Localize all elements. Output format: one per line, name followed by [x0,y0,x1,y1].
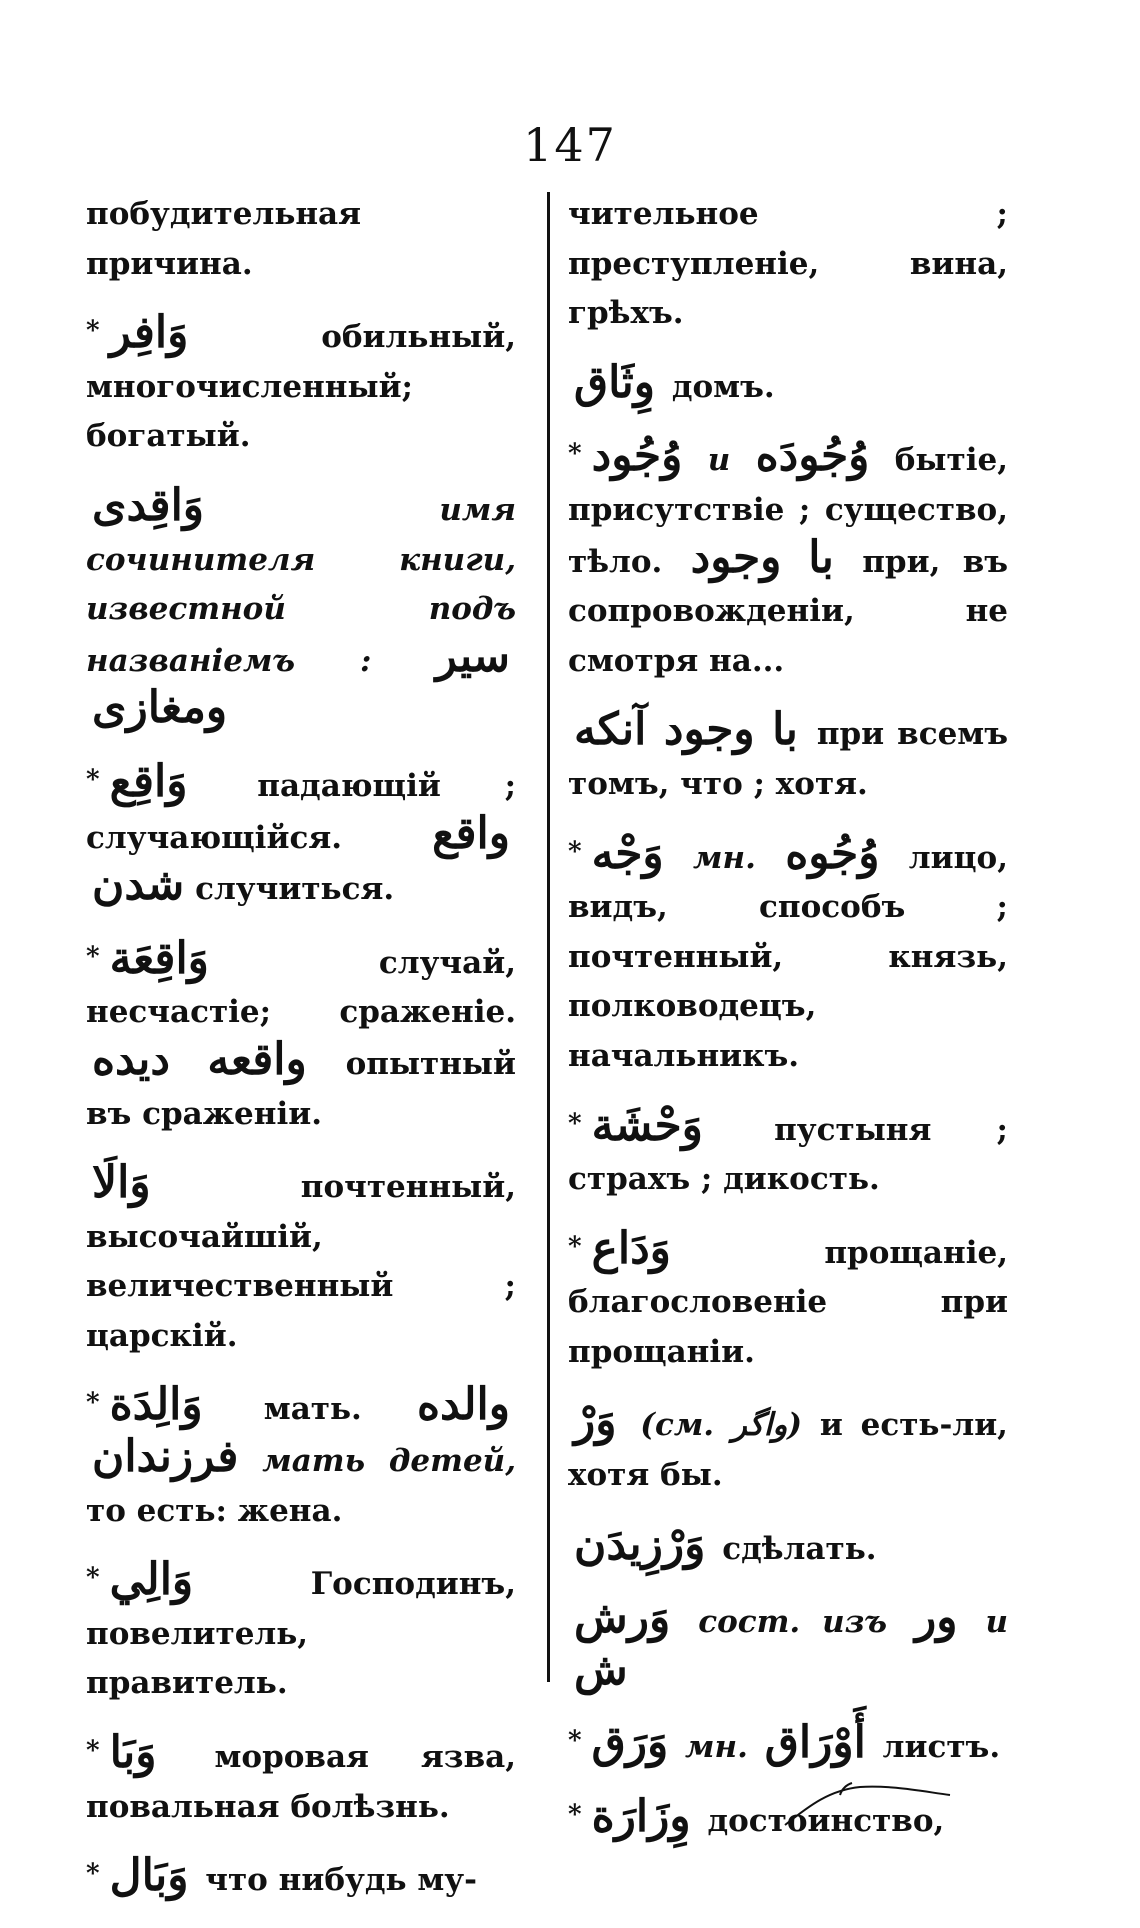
entry-headword: وَالِي [109,1554,194,1606]
entry-headword: وَاقِع [109,755,188,807]
entry-definition: и есть-ли, хотя бы. [568,1407,1008,1494]
entry-headword: وِزَارَة [591,1791,691,1843]
entry-headword: وَرْ [574,1395,617,1447]
entry-headword: وَاقِدى [92,479,205,531]
plural-abbreviation: мн. [685,1729,748,1766]
entry-plural: أَوْرَاق [764,1717,866,1769]
asterisk-marker: * [568,1800,582,1831]
entry-headword: وَالِدَة [109,1379,203,1431]
dictionary-entry [86,932,516,1139]
left-column [86,190,516,1928]
entry-definition: побудительная причина. [86,196,362,282]
entry-headword: وَبَا [109,1727,157,1779]
dictionary-entry [568,1395,1008,1500]
asterisk-marker: * [86,941,100,972]
entry-definition: почтенный, высочайшій, величественный ; царскій. [86,1169,516,1354]
entry-continuation [568,190,1008,339]
arabic-phrase: والده فرزندان [92,1379,511,1483]
dictionary-entry [86,1850,516,1906]
asterisk-marker: * [86,1563,100,1594]
asterisk-marker: * [86,316,100,347]
asterisk-marker: * [568,836,582,867]
phrase-definition: опытный въ сраженіи. [86,1045,516,1132]
entry-headword: وَحْشَة [591,1099,703,1151]
entry-definition: моровая язва, повальная болѣзнь. [86,1739,516,1825]
entry-continuation [86,190,516,289]
dictionary-entry [86,1727,516,1832]
conjunction: и [707,442,731,479]
entry-plural: وُجُوه [785,827,880,879]
dictionary-entry [86,1157,516,1361]
entry-headword: وَبَال [109,1850,189,1902]
entry-headword: وَرْزِيدَن [574,1518,706,1570]
entry-headword: وَرش [574,1592,671,1644]
composition-note: сост. изъ [698,1604,888,1641]
asterisk-marker: * [568,1108,582,1139]
dictionary-entry [86,1554,516,1709]
asterisk-marker: * [86,1859,100,1890]
entry-definition: имя сочинителя книги, известной подъ названіемъ : [86,491,516,679]
entry-definition: обильный, многочисленный; богатый. [86,319,516,455]
arabic-phrase: با وجود [690,531,834,583]
dictionary-entry [86,755,517,915]
entry-definition: пустыня ; страхъ ; дикость. [568,1111,1008,1198]
cross-reference: (см. واگر) [640,1407,803,1444]
phrase-definition: при всемъ томъ, что ; хотя. [568,716,1009,802]
asterisk-marker: * [86,1736,100,1767]
phrase-definition: случиться. [195,871,395,908]
dictionary-entry [568,704,1009,809]
entry-headword-variant: وُجُودَه [755,430,870,482]
dictionary-entry [568,1518,1008,1575]
entry-definition: случай, несчастіе; сраженіе. [86,944,516,1031]
phrase-gloss: мать детей, [262,1443,516,1480]
entry-headword: وَافِر [109,307,189,359]
asterisk-marker: * [86,1388,100,1419]
arabic-phrase: واقعه ديده [92,1033,307,1085]
entry-headword: وَرَق [591,1717,669,1769]
arabic-phrase: با وجود آنكه [574,704,798,756]
entry-headword: وُجُود [591,430,683,482]
dictionary-entry [568,1592,1009,1699]
dictionary-entry [86,307,516,462]
conjunction: и [985,1604,1009,1641]
entry-definition: падающій ; случающійся. [86,767,517,856]
asterisk-marker: * [568,439,582,470]
page-number: 147 [523,118,617,172]
entry-definition: мать. [263,1391,362,1428]
entry-definition: что нибудь му- [205,1862,477,1899]
entry-definition: достоинство, [707,1803,945,1840]
dictionary-entry [86,479,516,738]
arabic-phrase: واقع شدن [92,807,510,911]
dictionary-entry [568,430,1009,686]
dictionary-entry [86,1379,516,1536]
entry-headword: وَجْه [591,827,664,879]
component-word: ور [915,1592,958,1644]
component-word: ش [574,1643,628,1695]
ink-flourish-ornament [780,1765,960,1835]
entry-definition: сдѣлать. [722,1530,877,1567]
asterisk-marker: * [86,764,100,795]
entry-headword: وِثَاق [574,356,656,408]
plural-abbreviation: мн. [693,839,756,876]
entry-headword: وَدَاع [591,1222,671,1274]
entry-definition: бытіе, присутствіе ; существо, тѣло. [568,442,1009,580]
dictionary-entry [568,1222,1008,1378]
entry-headword: وَاقِعَة [109,932,209,984]
arabic-phrase: سير ومغازى [92,630,511,734]
column-divider [547,192,550,1682]
right-column [568,190,1008,1869]
entry-definition: Господинъ, повелитель, правитель. [86,1566,516,1702]
entry-definition: чительное ; преступленіе, вина, грѣхъ. [568,196,1008,332]
entry-definition: прощаніе, благословеніе при прощаніи. [568,1234,1008,1370]
asterisk-marker: * [568,1231,582,1262]
entry-definition: лицо, видъ, способъ ; почтенный, князь, полководецъ, начальникъ. [568,839,1009,1074]
phrase-definition: то есть: жена. [86,1492,343,1529]
dictionary-entry [568,1099,1008,1205]
entry-definition: домъ. [671,368,775,405]
phrase-definition: при, въ сопровожденіи, не смотря на... [568,543,1009,679]
entry-headword: وَالَا [92,1157,151,1209]
dictionary-entry [568,356,1008,413]
asterisk-marker: * [568,1726,582,1757]
dictionary-entry [568,827,1009,1082]
entry-definition: листъ. [882,1729,1001,1766]
